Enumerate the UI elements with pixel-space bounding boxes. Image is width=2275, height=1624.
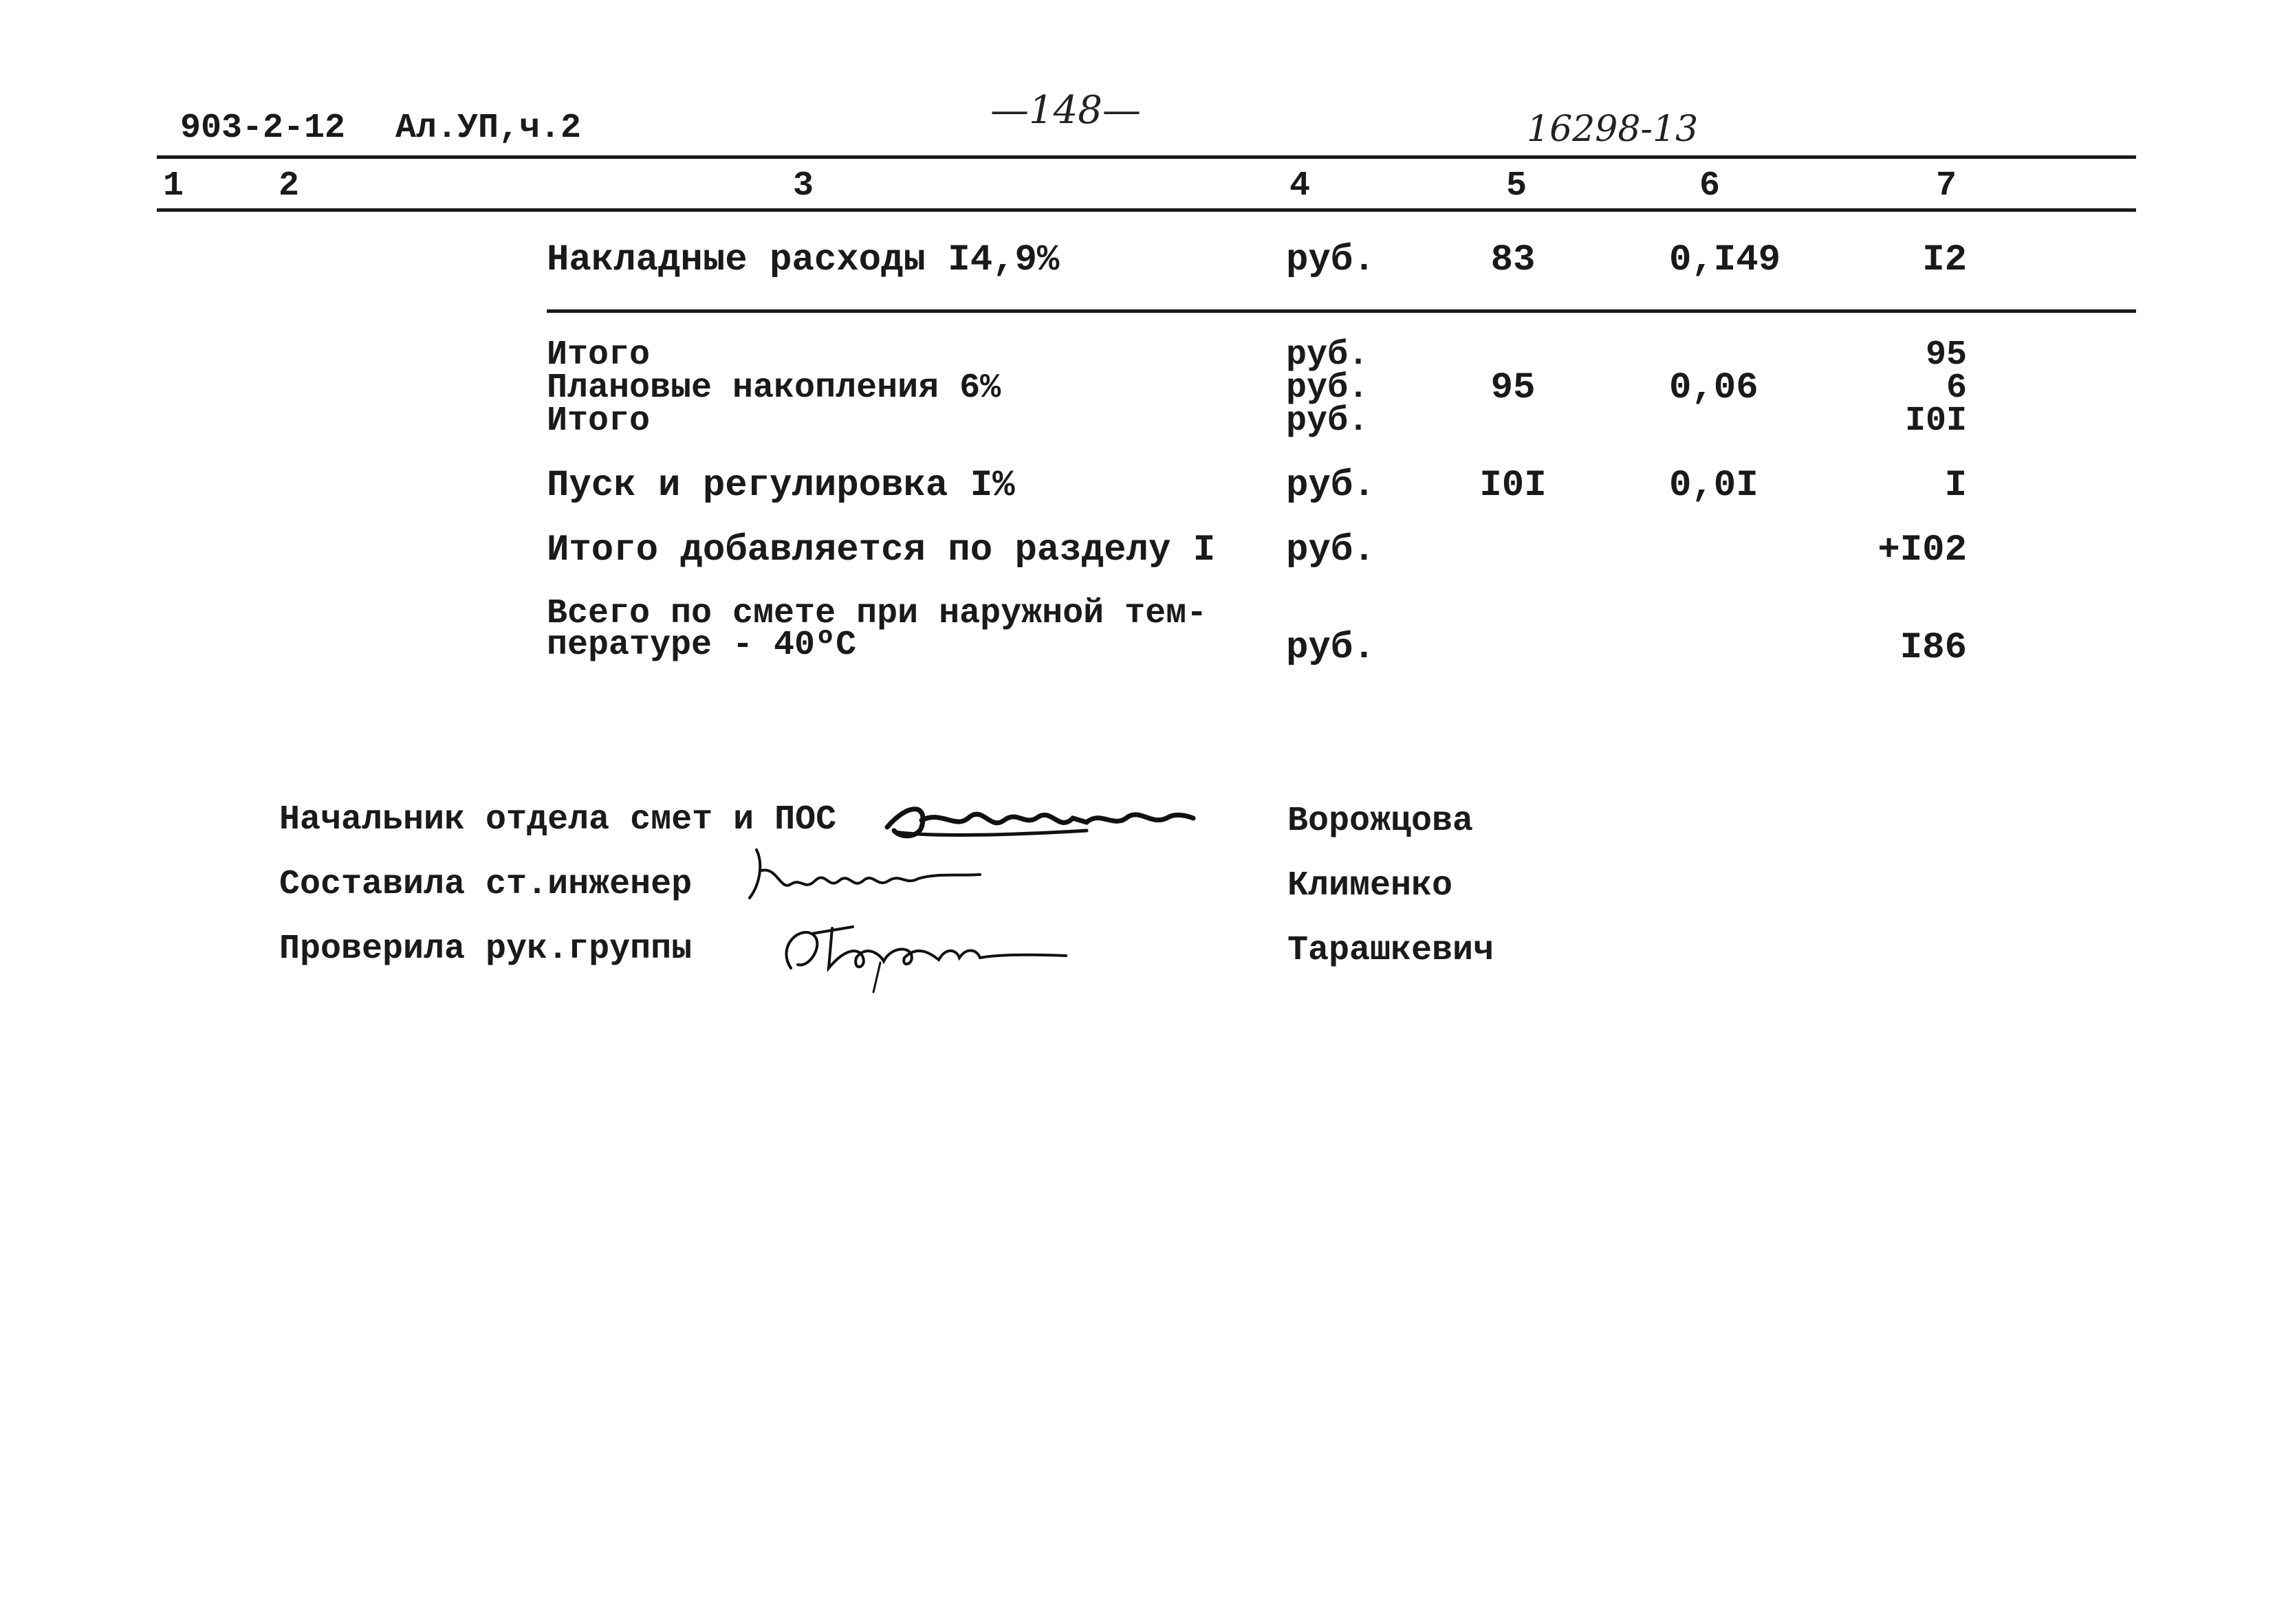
row-commissioning-rate: 0,0I xyxy=(1669,465,1759,507)
row-overhead-unit: руб. xyxy=(1286,239,1375,281)
signature-role-head: Начальник отдела смет и ПОС xyxy=(279,800,837,840)
row-planned-savings-name: Плановые накопления 6% xyxy=(547,369,1001,408)
signature-role-compiler: Составила ст.инженер xyxy=(279,865,693,904)
album-reference: Ал.УП,ч.2 xyxy=(395,109,582,148)
row-section-addition-unit: руб. xyxy=(1286,529,1375,571)
row-subtotal-2-name: Итого xyxy=(547,402,651,441)
row-section-addition-total: +I02 xyxy=(1877,529,1967,571)
row-commissioning-total: I xyxy=(1944,465,1967,507)
signature-role-checker: Проверила рук.группы xyxy=(279,930,693,969)
row-subtotal-1-total: 95 xyxy=(1925,336,1967,375)
row-planned-savings-base: 95 xyxy=(1490,367,1536,409)
signature-name-checker: Тарашкевич xyxy=(1287,931,1494,970)
column-header-3: 3 xyxy=(792,166,814,206)
row-grand-total-name-line2: пературе - 40ºC xyxy=(547,626,857,665)
handwritten-signature-checker xyxy=(770,906,1073,996)
inventory-number: 16298-13 xyxy=(1527,109,1699,150)
row-planned-savings-rate: 0,06 xyxy=(1669,367,1759,409)
row-planned-savings-unit: руб. xyxy=(1286,369,1369,408)
subtotal-rule xyxy=(547,309,2136,313)
handwritten-signature-head xyxy=(880,789,1197,851)
signature-name-head: Ворожцова xyxy=(1287,802,1474,841)
row-commissioning-name: Пуск и регулировка I% xyxy=(547,465,1015,507)
row-commissioning-base: I0I xyxy=(1479,465,1547,507)
row-subtotal-1-unit: руб. xyxy=(1286,336,1369,375)
row-subtotal-2-unit: руб. xyxy=(1286,402,1369,441)
row-overhead-base: 83 xyxy=(1490,239,1536,281)
column-header-1: 1 xyxy=(162,166,184,206)
column-header-7: 7 xyxy=(1935,166,1957,206)
row-grand-total-name-line1: Всего по смете при наружной тем- xyxy=(547,594,1208,633)
row-overhead-total: I2 xyxy=(1922,239,1967,281)
column-header-2: 2 xyxy=(278,166,299,206)
header-top-rule xyxy=(157,155,2136,159)
page-number: —148— xyxy=(990,88,1141,133)
row-overhead-rate: 0,I49 xyxy=(1669,239,1781,281)
signature-name-compiler: Клименко xyxy=(1287,866,1453,906)
row-subtotal-1-name: Итого xyxy=(547,336,651,375)
column-header-4: 4 xyxy=(1289,166,1310,206)
header-bottom-rule xyxy=(157,208,2136,212)
column-header-6: 6 xyxy=(1699,166,1720,206)
row-commissioning-unit: руб. xyxy=(1286,465,1375,507)
doc-code: 903-2-12 xyxy=(180,109,346,148)
column-header-5: 5 xyxy=(1505,166,1527,206)
row-planned-savings-total: 6 xyxy=(1946,369,1967,408)
row-grand-total-unit: руб. xyxy=(1286,627,1375,669)
handwritten-signature-compiler xyxy=(743,843,990,905)
row-grand-total-total: I86 xyxy=(1900,627,1967,669)
row-subtotal-2-total: I0I xyxy=(1904,402,1967,441)
row-overhead-name: Накладные расходы I4,9% xyxy=(547,239,1060,281)
row-section-addition-name: Итого добавляется по разделу I xyxy=(547,529,1216,571)
